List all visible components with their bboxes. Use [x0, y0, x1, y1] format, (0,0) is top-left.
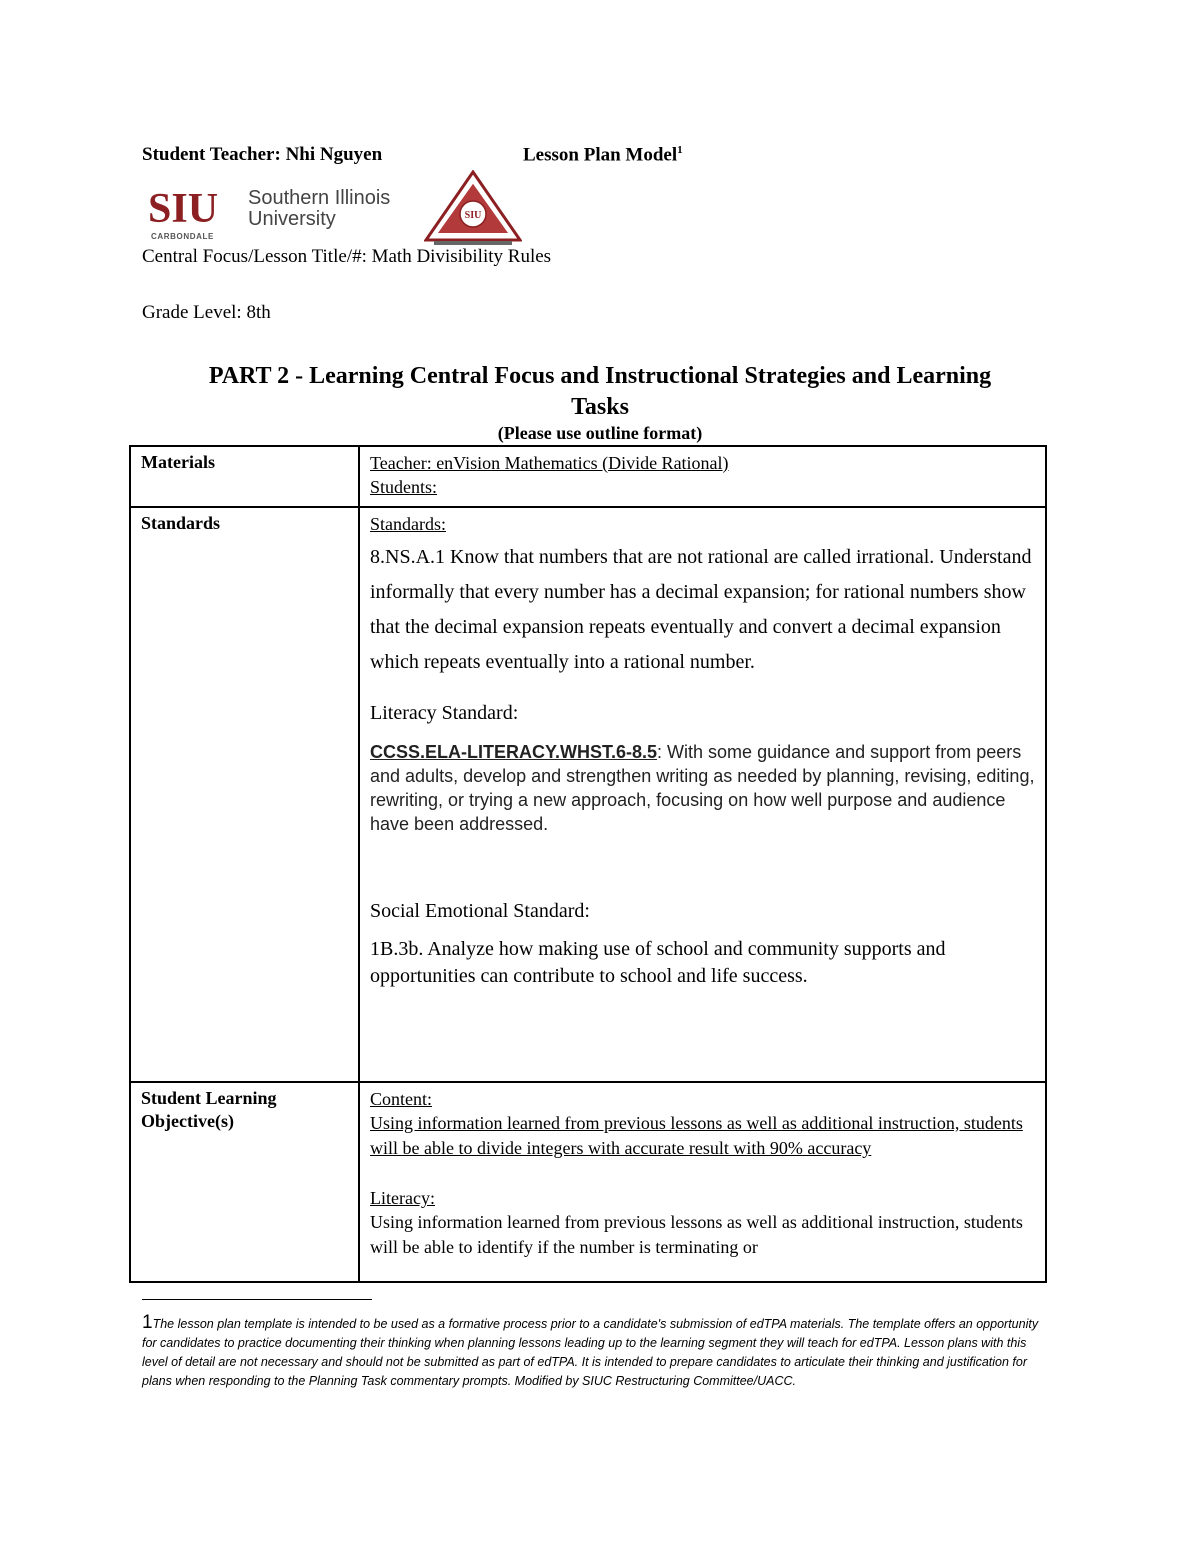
objectives-literacy-heading: Literacy: — [370, 1188, 435, 1208]
lesson-plan-table — [129, 445, 1047, 1283]
siu-university-logo — [148, 184, 410, 242]
sel-standard-text: 1B.3b. Analyze how making use of school and community supports and opportunities can contribute to school and life success. — [370, 938, 946, 987]
materials-cell — [359, 446, 1046, 507]
lesson-plan-model-title — [523, 144, 683, 166]
literacy-standard-block — [370, 740, 1037, 836]
part-title-line1: PART 2 - Learning Central Focus and Instructional Strategies and Learning — [208, 363, 992, 389]
footnote-divider — [142, 1299, 372, 1300]
standards-cell — [359, 507, 1046, 1082]
standards-heading: Standards: — [370, 514, 446, 534]
central-focus-line: Central Focus/Lesson Title/#: Math Divisibility Rules — [142, 246, 552, 267]
siu-logo-letters: SIU — [148, 186, 219, 232]
literacy-standard-text: : With some guidance and support from peers and adults, develop and strengthen writing as needed by planning, revising, editing, rewriting, or trying a new approach, focusing on how well purpose and audience have been addressed. — [370, 742, 1035, 834]
footnote-number: 1 — [142, 1312, 153, 1333]
siu-logo-city: CARBONDALE — [151, 232, 214, 241]
student-teacher-label: Student Teacher: Nhi Nguyen — [142, 144, 383, 165]
math-standard-text: 8.NS.A.1 Know that numbers that are not rational are called irrational. Understand informally that every number has a decimal expansion; for rational numbers show that the decimal expansion repeats eventually and convert a decimal expansion which repeats eventually into a rational number. — [370, 546, 1032, 673]
literacy-standard-heading: Literacy Standard: — [370, 702, 519, 724]
footnote — [142, 1313, 1052, 1391]
materials-teacher: Teacher: enVision Mathematics (Divide Rational) — [370, 453, 729, 473]
siu-logo-name-line2: University — [248, 208, 336, 230]
materials-row — [130, 446, 1046, 507]
seal-letters: SIU — [464, 210, 482, 221]
objectives-cell — [359, 1082, 1046, 1282]
objectives-content-text: Using information learned from previous lessons as well as additional instruction, students will be able to divide integers with accurate result with 90% accuracy — [370, 1113, 1023, 1158]
objectives-row — [130, 1082, 1046, 1282]
standards-row — [130, 507, 1046, 1082]
lesson-plan-model-text: Lesson Plan Model — [523, 144, 678, 166]
sel-standard-heading: Social Emotional Standard: — [370, 900, 590, 922]
part-title-line2: Tasks — [571, 394, 629, 420]
grade-level-line: Grade Level: 8th — [142, 302, 271, 323]
literacy-standard-code-link[interactable]: CCSS.ELA-LITERACY.WHST.6-8.5 — [370, 742, 658, 762]
objectives-content-heading: Content: — [370, 1089, 432, 1109]
materials-label: Materials — [130, 446, 359, 507]
siu-triangle-seal-logo — [424, 170, 522, 246]
objectives-literacy-text: Using information learned from previous lessons as well as additional instruction, students will be able to identify if the number is terminating or — [370, 1212, 1023, 1257]
part-subtitle: (Please use outline format) — [497, 423, 703, 443]
materials-students: Students: — [370, 477, 438, 497]
footnote-text: The lesson plan template is intended to be used as a formative process prior to a candidate's submission of edTPA materials. The template offers an opportunity for candidates to practice documenting their thinking when planning lessons leading up to the learning segment they will teach for edTPA. Lesson plans with this level of detail are not necessary and should not be submitted as part of edTPA. It is intended to prepare candidates to articulate their thinking and justification for plans when responding to the Planning Task commentary prompts. Modified by SIUC Restructuring Committee/UACC. — [142, 1317, 1039, 1388]
objectives-label: Student Learning Objective(s) — [130, 1082, 359, 1282]
footnote-marker: 1 — [677, 144, 683, 156]
standards-label: Standards — [130, 507, 359, 1082]
siu-logo-name-line1: Southern Illinois — [248, 187, 391, 209]
